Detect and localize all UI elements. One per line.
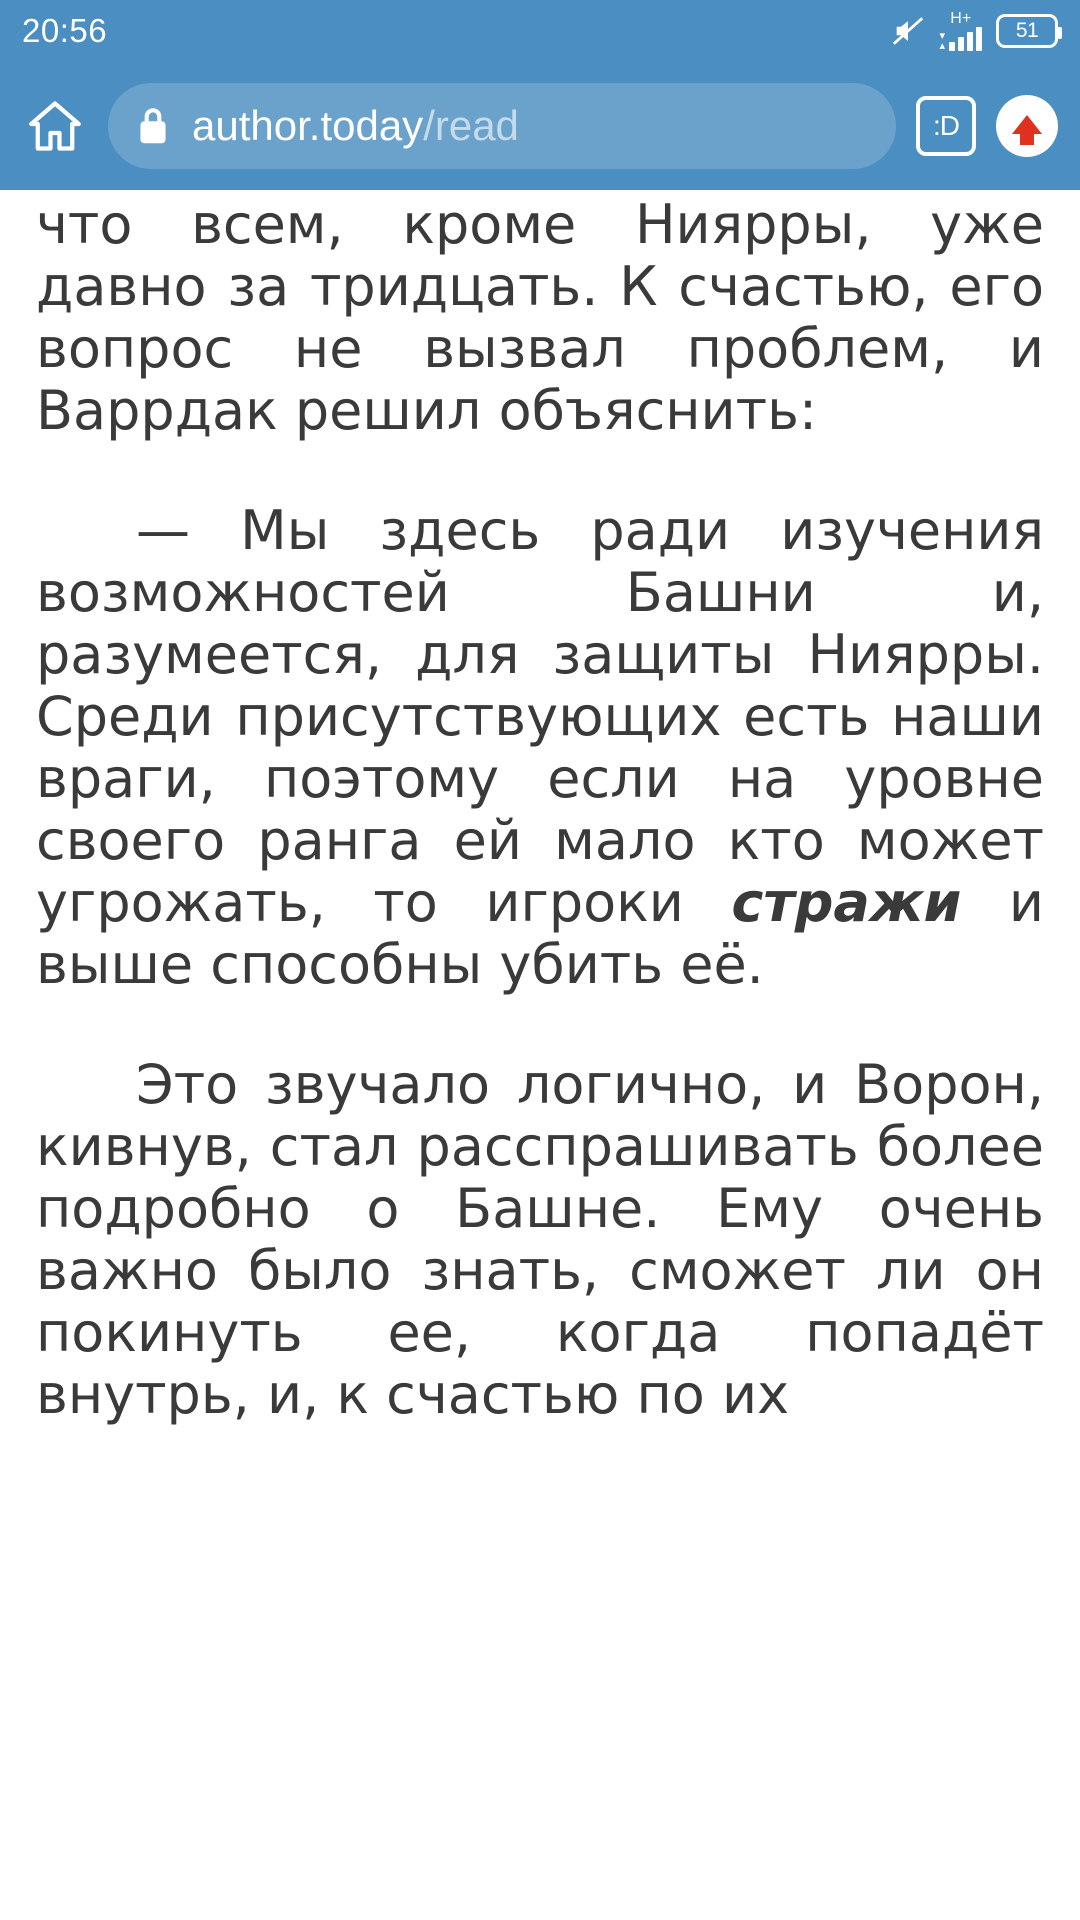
browser-toolbar — [0, 62, 1080, 190]
signal-icon — [939, 11, 982, 51]
url-domain: author.today — [192, 102, 424, 149]
status-bar — [0, 0, 1080, 62]
paragraph — [36, 500, 1044, 996]
arrow-up-icon — [1012, 115, 1042, 134]
status-indicators — [891, 11, 1058, 51]
signal-bars — [949, 27, 982, 51]
status-clock: 20:56 — [22, 12, 108, 49]
paragraph-text-after: и выше способны убить её. — [36, 871, 1044, 996]
reader-content — [0, 194, 1080, 1426]
update-button[interactable] — [996, 95, 1058, 157]
paragraph-emphasis: стражи — [731, 871, 962, 934]
home-icon[interactable] — [22, 93, 88, 159]
mute-icon — [891, 14, 925, 48]
data-arrows-icon: ▾ ▴ — [939, 29, 945, 52]
network-type-label: H+ — [950, 10, 972, 27]
url-path: /read — [423, 102, 519, 149]
tab-counter-button[interactable] — [916, 96, 976, 156]
battery-icon — [996, 14, 1058, 48]
url-bar[interactable] — [108, 83, 896, 169]
paragraph-text-before: — Мы здесь ради изучения возможностей Башни и, разумеется, для защиты Ниярры. Среди присутствующих есть наши враги, поэтому если на уровне своего ранга ей мало кто может угрожать, то игроки — [36, 499, 1044, 934]
url-text — [192, 102, 519, 150]
tab-counter-label: :D — [933, 110, 959, 141]
paragraph: что всем, кроме Ниярры, уже давно за тридцать. К счастью, его вопрос не вызвал проблем, и Варрдак решил объяснить: — [36, 193, 1044, 442]
paragraph: Это звучало логично, и Ворон, кивнув, стал расспрашивать более подробно о Башне. Ему очень важно было знать, сможет ли он покинуть ее, когда попадёт внутрь, и, к счастью по их — [36, 1053, 1044, 1426]
battery-level-label: 51 — [1015, 19, 1039, 42]
lock-icon — [134, 104, 172, 148]
